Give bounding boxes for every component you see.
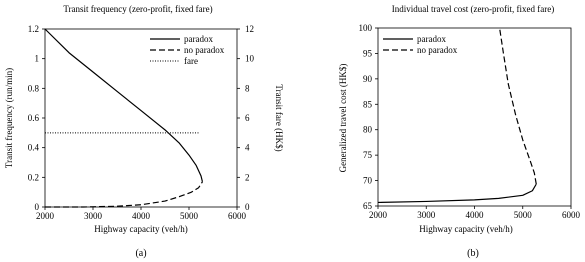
y-tick-label: 95	[363, 48, 372, 59]
series-line-paradox	[378, 184, 536, 202]
panel-b-y-axis-label: Generalized travel cost (HK$)	[338, 63, 348, 173]
y2-tick-label: 10	[245, 53, 254, 64]
panel-a-y-ticks	[28, 24, 45, 212]
y-tick-label: 90	[363, 73, 372, 84]
panel-b-title: Individual travel cost (zero-profit, fixed fare)	[391, 4, 555, 14]
legend-label-no-paradox: no paradox	[184, 45, 225, 55]
panel-a-x-ticks	[36, 207, 247, 221]
y-tick-label: 65	[363, 201, 372, 211]
panel-a-x-axis-label: Highway capacity (veh/h)	[94, 224, 188, 234]
panel-a-y-axis-label: Transit frequency (run/min)	[4, 67, 14, 169]
series-line-no-paradox	[500, 28, 537, 184]
panel-b-caption: (b)	[467, 248, 479, 259]
panel-b-y-ticks	[359, 23, 379, 211]
panel-a-y2-ticks	[237, 24, 255, 212]
panel-a-caption: (a)	[135, 248, 147, 259]
y-tick-label: 0.6	[27, 113, 39, 123]
y-tick-label: 0.8	[27, 83, 39, 94]
y-tick-label: 100	[358, 23, 372, 33]
y-tick-label: 80	[363, 124, 372, 135]
x-tick-label: 3000	[417, 210, 436, 220]
x-tick-label: 4000	[465, 210, 484, 220]
x-tick-label: 6000	[228, 211, 246, 221]
x-tick-label: 3000	[84, 211, 102, 221]
y-tick-label: 1.2	[27, 24, 39, 34]
x-tick-label: 5000	[513, 210, 532, 220]
y2-tick-label: 6	[245, 113, 250, 123]
legend-label-fare: fare	[184, 56, 198, 66]
y-tick-label: 0.2	[27, 172, 39, 183]
panel-a-legend	[150, 34, 225, 66]
y-tick-label: 85	[363, 99, 372, 110]
legend-label-paradox: paradox	[184, 34, 213, 44]
panel-b	[338, 4, 581, 259]
panel-b-x-ticks	[369, 206, 581, 220]
y-tick-label: 75	[363, 150, 372, 161]
y-tick-label: 0.4	[27, 142, 39, 153]
series-line-paradox	[45, 29, 202, 182]
legend-label-no-paradox: no paradox	[417, 45, 458, 55]
y-tick-label: 1	[34, 53, 39, 64]
legend-label-paradox: paradox	[417, 34, 446, 44]
panel-a-plot-frame	[45, 29, 237, 207]
y2-tick-label: 2	[245, 172, 250, 183]
y2-tick-label: 4	[245, 142, 250, 153]
y2-tick-label: 0	[245, 202, 250, 212]
y2-tick-label: 12	[245, 24, 254, 34]
y2-tick-label: 8	[245, 83, 250, 94]
panel-a-y2-axis-label: Transit fare (HK$)	[274, 84, 284, 152]
x-tick-label: 2000	[36, 211, 54, 221]
y-tick-label: 0	[34, 202, 39, 212]
panel-b-x-axis-label: Highway capacity (veh/h)	[419, 224, 513, 234]
y-tick-label: 70	[363, 175, 372, 186]
series-line-no-paradox	[45, 182, 202, 207]
panel-a-series	[45, 29, 202, 207]
x-tick-label: 5000	[180, 211, 198, 221]
panel-a-title: Transit frequency (zero-profit, fixed fare)	[63, 4, 213, 14]
panel-a	[4, 4, 284, 259]
x-tick-label: 4000	[132, 211, 150, 221]
panel-b-plot-frame	[378, 28, 571, 206]
panel-b-legend	[383, 34, 458, 55]
x-tick-label: 6000	[562, 210, 580, 220]
x-tick-label: 2000	[369, 210, 387, 220]
